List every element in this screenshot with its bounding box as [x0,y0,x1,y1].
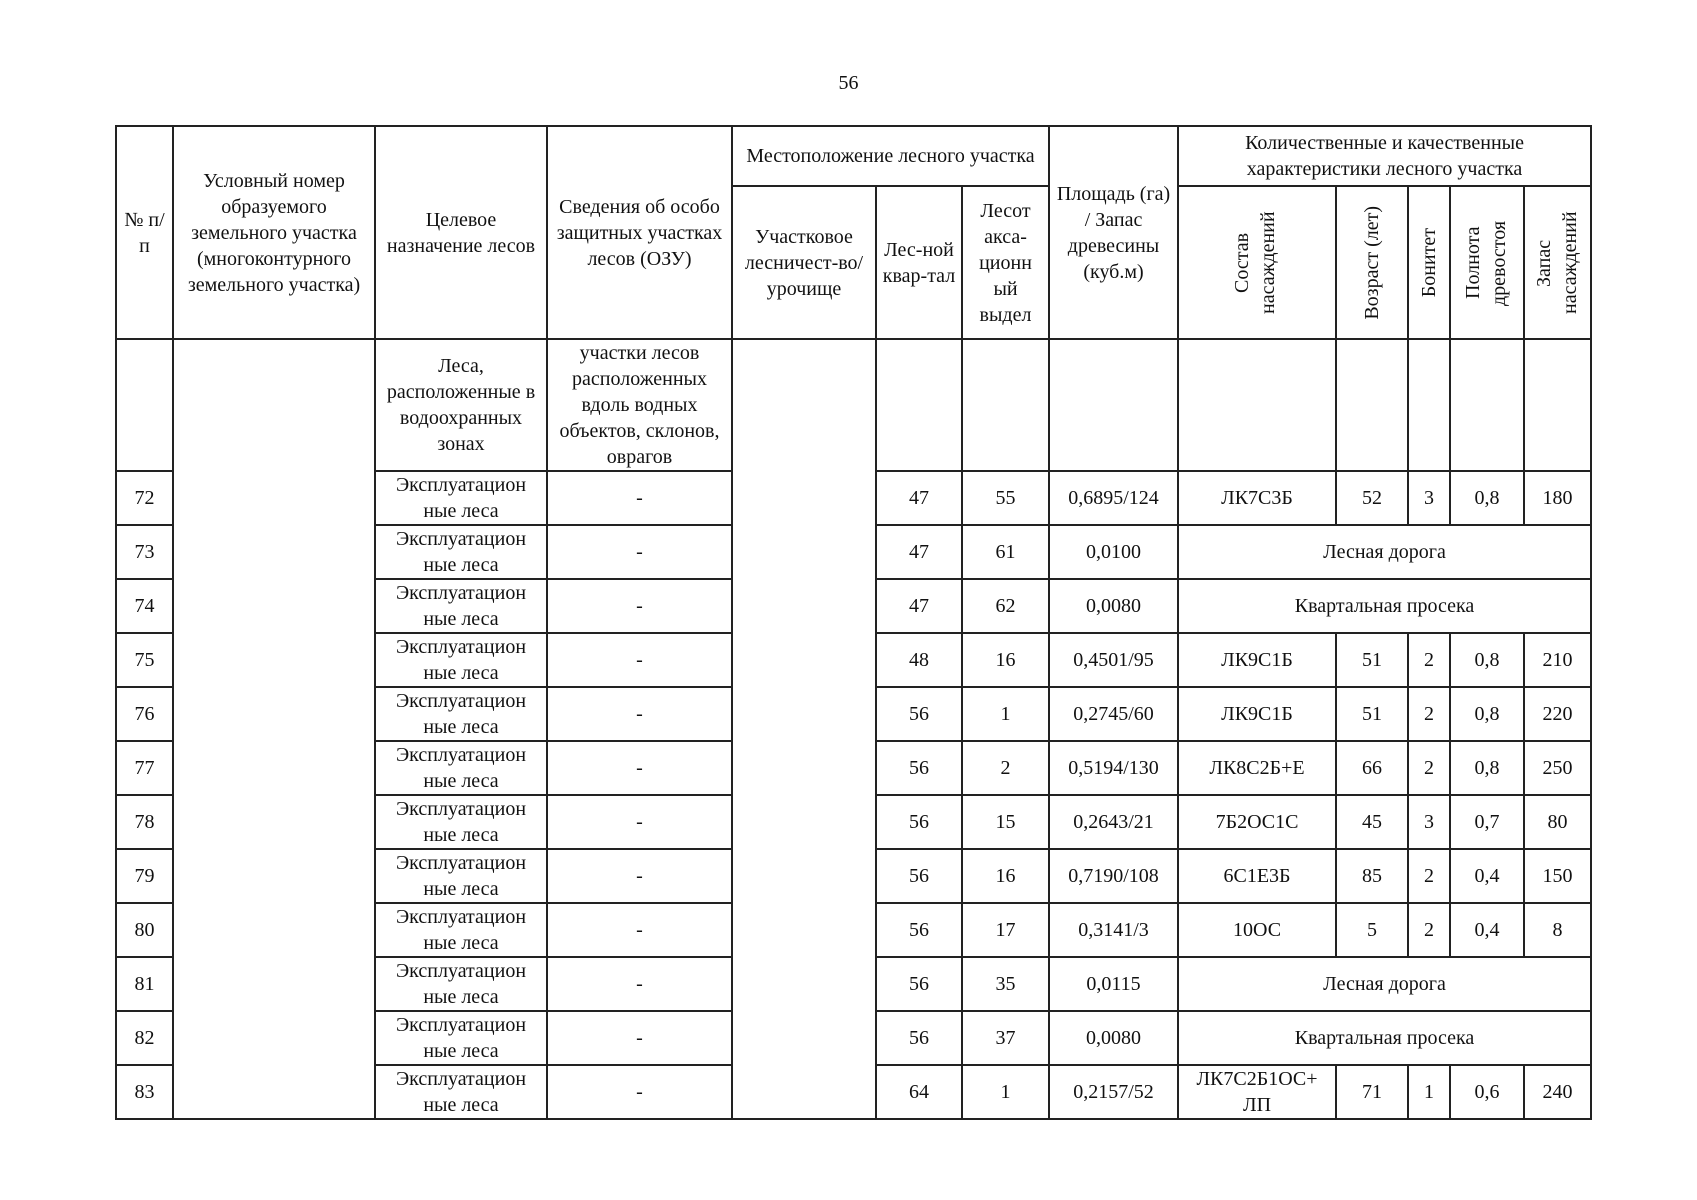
row-stock: 150 [1524,849,1591,903]
header-conditional-number: Условный номер образуемого земельного участка (многоконтурного земельного участка) [173,126,375,339]
row-density: 0,4 [1450,903,1524,957]
row-num: 78 [116,795,173,849]
row-ozu: - [547,795,732,849]
row-kvartal: 56 [876,903,962,957]
category-empty [1524,339,1591,471]
row-ozu: - [547,741,732,795]
row-area: 0,0080 [1049,579,1178,633]
header-composition [1178,186,1336,339]
category-empty [962,339,1049,471]
row-purpose: Эксплуатацион ные леса [375,849,547,903]
row-vydel: 35 [962,957,1049,1011]
row-stock: 250 [1524,741,1591,795]
row-vydel: 37 [962,1011,1049,1065]
row-ozu: - [547,525,732,579]
row-purpose: Эксплуатацион ные леса [375,741,547,795]
row-age: 52 [1336,471,1408,525]
row-area: 0,7190/108 [1049,849,1178,903]
row-composition: ЛК7С2Б1ОС+ ЛП [1178,1065,1336,1119]
row-kvartal: 56 [876,1011,962,1065]
row-vydel: 62 [962,579,1049,633]
row-composition: 6С1Е3Б [1178,849,1336,903]
header-composition-label: Состав насаждений [1231,211,1280,314]
row-density: 0,8 [1450,471,1524,525]
row-age: 85 [1336,849,1408,903]
conditional-number-cell [173,339,375,1119]
row-kvartal: 47 [876,471,962,525]
row-merged-note: Квартальная просека [1178,1011,1591,1065]
row-area: 0,3141/3 [1049,903,1178,957]
row-purpose: Эксплуатацион ные леса [375,795,547,849]
row-age: 5 [1336,903,1408,957]
row-vydel: 16 [962,849,1049,903]
row-kvartal: 48 [876,633,962,687]
row-age: 71 [1336,1065,1408,1119]
header-bonitet [1408,186,1450,339]
row-purpose: Эксплуатацион ные леса [375,687,547,741]
header-bonitet-label: Бонитет [1418,227,1441,298]
row-num: 73 [116,525,173,579]
row-bonitet: 1 [1408,1065,1450,1119]
row-ozu: - [547,903,732,957]
row-num: 74 [116,579,173,633]
district-cell [732,339,876,1119]
page-number: 56 [838,72,859,94]
row-stock: 8 [1524,903,1591,957]
forest-plots-table [115,125,1592,1120]
row-vydel: 61 [962,525,1049,579]
row-merged-note: Лесная дорога [1178,957,1591,1011]
row-purpose: Эксплуатацион ные леса [375,1011,547,1065]
header-num: № п/п [116,126,173,339]
category-row [116,339,1591,471]
row-purpose: Эксплуатацион ные леса [375,525,547,579]
category-empty [876,339,962,471]
row-kvartal: 56 [876,687,962,741]
row-ozu: - [547,471,732,525]
row-stock: 180 [1524,471,1591,525]
row-vydel: 1 [962,1065,1049,1119]
row-ozu: - [547,579,732,633]
row-bonitet: 3 [1408,795,1450,849]
category-ozu: участки лесов расположенных вдоль водных объектов, склонов, оврагов [547,339,732,471]
row-bonitet: 2 [1408,903,1450,957]
category-empty [1408,339,1450,471]
row-density: 0,8 [1450,687,1524,741]
row-stock: 210 [1524,633,1591,687]
row-kvartal: 64 [876,1065,962,1119]
row-kvartal: 56 [876,849,962,903]
row-composition: 7Б2ОС1С [1178,795,1336,849]
row-composition: ЛК9С1Б [1178,633,1336,687]
header-ozu: Сведения об особо защитных участках лесов (ОЗУ) [547,126,732,339]
row-density: 0,6 [1450,1065,1524,1119]
row-merged-note: Лесная дорога [1178,525,1591,579]
row-purpose: Эксплуатацион ные леса [375,903,547,957]
row-ozu: - [547,1011,732,1065]
row-bonitet: 3 [1408,471,1450,525]
row-purpose: Эксплуатацион ные леса [375,957,547,1011]
row-ozu: - [547,1065,732,1119]
row-composition: ЛК9С1Б [1178,687,1336,741]
row-composition: ЛК8С2Б+Е [1178,741,1336,795]
row-num: 79 [116,849,173,903]
row-bonitet: 2 [1408,849,1450,903]
category-purpose: Леса, расположенные в водоохранных зонах [375,339,547,471]
header-stock-label: Запас насаждений [1532,211,1581,314]
category-num-empty [116,339,173,471]
row-num: 72 [116,471,173,525]
row-num: 80 [116,903,173,957]
row-area: 0,2157/52 [1049,1065,1178,1119]
row-ozu: - [547,633,732,687]
row-composition: 10ОС [1178,903,1336,957]
header-stock [1524,186,1591,339]
header-kvartal: Лес-ной квар-тал [876,186,962,339]
row-bonitet: 2 [1408,741,1450,795]
header-age-label: Возраст (лет) [1361,205,1384,320]
row-num: 75 [116,633,173,687]
row-vydel: 17 [962,903,1049,957]
category-empty [1049,339,1178,471]
header-age [1336,186,1408,339]
row-stock: 240 [1524,1065,1591,1119]
row-age: 45 [1336,795,1408,849]
row-kvartal: 56 [876,741,962,795]
row-vydel: 15 [962,795,1049,849]
row-num: 76 [116,687,173,741]
row-bonitet: 2 [1408,687,1450,741]
row-kvartal: 56 [876,957,962,1011]
row-merged-note: Квартальная просека [1178,579,1591,633]
header-location-group: Местоположение лесного участка [732,126,1049,186]
row-num: 77 [116,741,173,795]
row-kvartal: 47 [876,525,962,579]
row-ozu: - [547,687,732,741]
row-bonitet: 2 [1408,633,1450,687]
header-characteristics-group: Количественные и качественные характеристики лесного участка [1178,126,1591,186]
row-vydel: 55 [962,471,1049,525]
row-vydel: 2 [962,741,1049,795]
category-empty [1178,339,1336,471]
header-purpose: Целевое назначение лесов [375,126,547,339]
header-vydel: Лесот акса-ционн ый выдел [962,186,1049,339]
row-purpose: Эксплуатацион ные леса [375,579,547,633]
row-ozu: - [547,849,732,903]
row-area: 0,6895/124 [1049,471,1178,525]
header-density-label: Полнота древостоя [1462,219,1511,306]
row-ozu: - [547,957,732,1011]
row-num: 81 [116,957,173,1011]
row-area: 0,2643/21 [1049,795,1178,849]
row-age: 66 [1336,741,1408,795]
row-density: 0,4 [1450,849,1524,903]
row-area: 0,0080 [1049,1011,1178,1065]
category-empty [1450,339,1524,471]
row-area: 0,5194/130 [1049,741,1178,795]
row-age: 51 [1336,633,1408,687]
header-row-top [116,126,1591,186]
header-area: Площадь (га) / Запас древесины (куб.м) [1049,126,1178,339]
row-area: 0,0100 [1049,525,1178,579]
row-density: 0,8 [1450,741,1524,795]
row-area: 0,0115 [1049,957,1178,1011]
row-purpose: Эксплуатацион ные леса [375,471,547,525]
header-density [1450,186,1524,339]
row-stock: 220 [1524,687,1591,741]
row-density: 0,7 [1450,795,1524,849]
row-stock: 80 [1524,795,1591,849]
row-num: 83 [116,1065,173,1119]
row-vydel: 1 [962,687,1049,741]
row-area: 0,4501/95 [1049,633,1178,687]
row-age: 51 [1336,687,1408,741]
row-density: 0,8 [1450,633,1524,687]
category-empty [1336,339,1408,471]
header-district: Участковое лесничест-во/урочище [732,186,876,339]
row-purpose: Эксплуатацион ные леса [375,1065,547,1119]
row-vydel: 16 [962,633,1049,687]
row-area: 0,2745/60 [1049,687,1178,741]
row-kvartal: 56 [876,795,962,849]
row-kvartal: 47 [876,579,962,633]
row-num: 82 [116,1011,173,1065]
row-composition: ЛК7С3Б [1178,471,1336,525]
row-purpose: Эксплуатацион ные леса [375,633,547,687]
